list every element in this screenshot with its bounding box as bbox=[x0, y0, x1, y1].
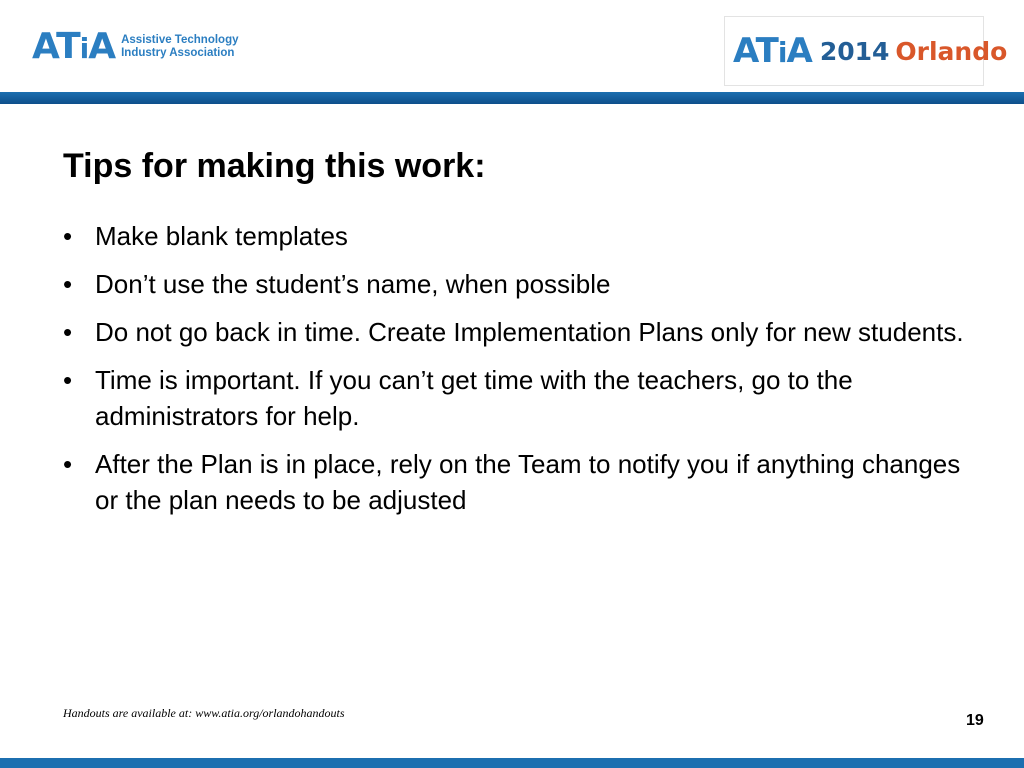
atia-org-name bbox=[121, 34, 238, 60]
bullet-item: • Do not go back in time. Create Implementation Plans only for new students. bbox=[63, 314, 983, 350]
bullet-icon: • bbox=[63, 221, 73, 251]
bullet-icon: • bbox=[63, 317, 73, 347]
org-name-line1: Assistive Technology bbox=[121, 34, 239, 46]
bullet-icon: • bbox=[63, 365, 73, 395]
bullet-icon: • bbox=[63, 449, 73, 479]
footer-divider bbox=[0, 758, 1024, 768]
bullet-item: • Make blank templates bbox=[63, 218, 983, 254]
atia-event-mark: ATiA bbox=[733, 31, 812, 71]
bullet-item: • After the Plan is in place, rely on the Team to notify you if anything changes or the plan needs to be adjusted bbox=[63, 446, 983, 518]
header-divider bbox=[0, 92, 1024, 104]
page-number: 19 bbox=[966, 712, 984, 729]
slide-title: Tips for making this work: bbox=[63, 147, 486, 185]
atia-logo-mark: ATiA bbox=[32, 26, 116, 67]
slide-header bbox=[0, 0, 1024, 104]
bullet-item: • Don’t use the student’s name, when possible bbox=[63, 266, 983, 302]
atia-2014-orlando-logo bbox=[724, 16, 1008, 86]
event-city: Orlando bbox=[895, 36, 1008, 66]
bullet-list bbox=[63, 218, 983, 530]
event-year: 2014 bbox=[819, 36, 890, 66]
handouts-note: Handouts are available at: www.atia.org/orlandohandouts bbox=[63, 706, 345, 720]
bullet-icon: • bbox=[63, 269, 73, 299]
org-name-line2: Industry Association bbox=[121, 47, 235, 59]
atia-logo bbox=[32, 22, 239, 72]
bullet-item: • Time is important. If you can’t get time with the teachers, go to the administrators for help. bbox=[63, 362, 983, 434]
